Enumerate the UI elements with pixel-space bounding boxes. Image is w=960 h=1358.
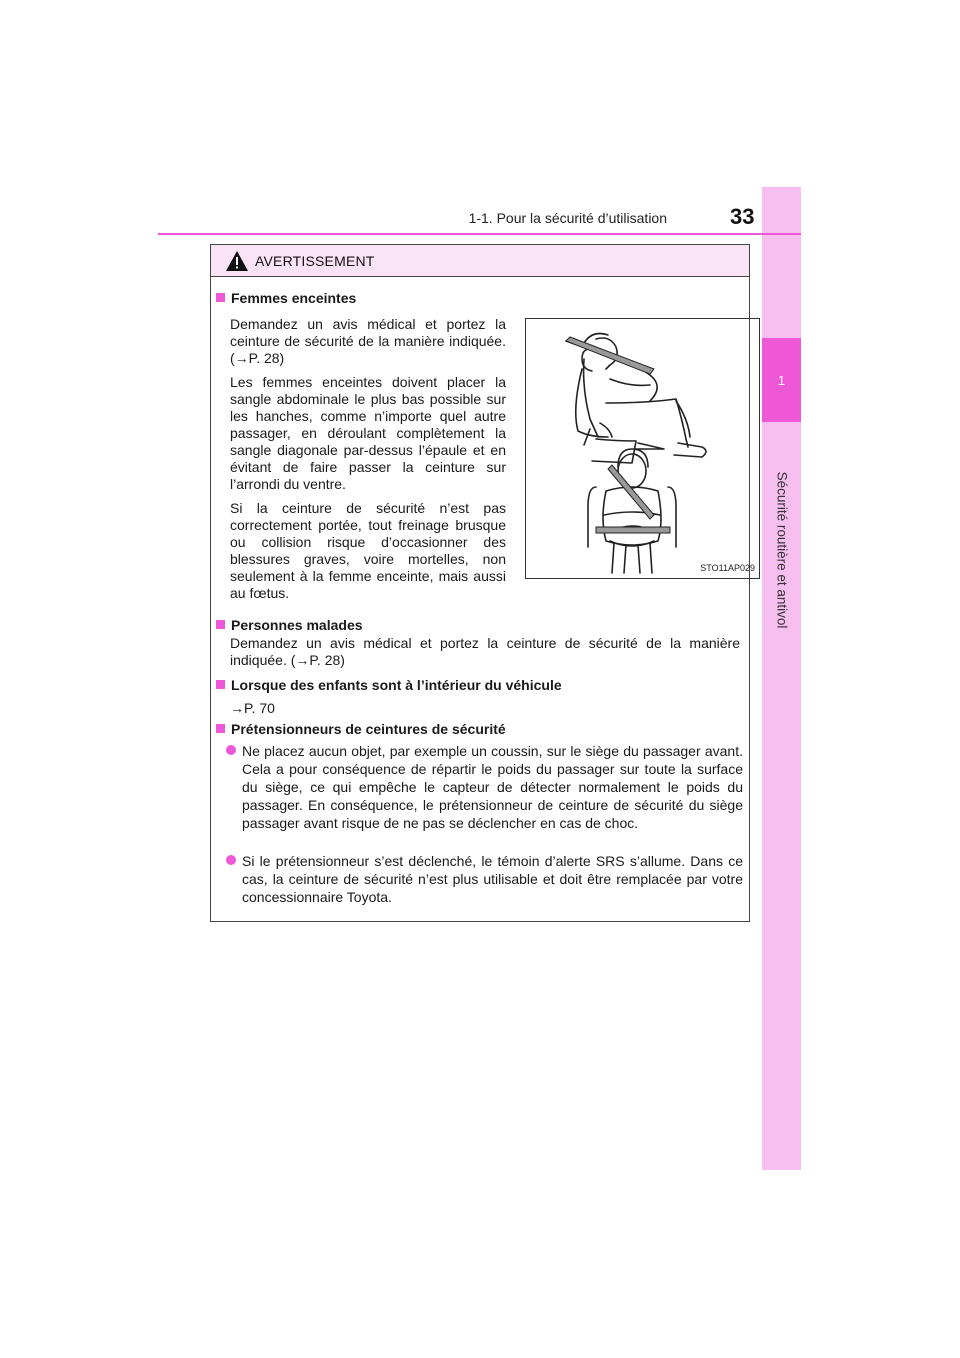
chapter-number: 1 <box>777 373 786 388</box>
malades-para: Demandez un avis médical et portez la ceinture de sécurité de la manière indiquée. (→P. 28) <box>230 635 740 668</box>
heading-pretension: Prétensionneurs de ceintures de sécurité <box>216 721 506 738</box>
chapter-title: Sécurité routière et antivol <box>774 471 789 629</box>
page-number: 33 <box>730 204 755 229</box>
warning-title: AVERTISSEMENT <box>255 252 375 269</box>
square-bullet-icon <box>216 293 225 302</box>
warning-header <box>211 245 749 277</box>
chapter-title-wrap <box>762 440 801 660</box>
square-bullet-icon <box>216 724 225 733</box>
chapter-side-tab <box>762 187 801 1170</box>
warning-icon <box>225 250 249 272</box>
square-bullet-icon <box>216 680 225 689</box>
femmes-para-2: Les femmes enceintes doivent placer la sangle abdominale le plus bas possible sur les hanches, comme n’importe quel autre passager, en déroulant complètement la sangle diagonale par-dessus l’épaule et en évitant de faire passer la ceinture sur l’arrondi du ventre. <box>230 374 506 492</box>
round-bullet-icon <box>226 855 236 865</box>
round-bullet-icon <box>226 745 236 755</box>
seatbelt-illustration <box>525 318 760 579</box>
enfants-para: →P. 70 <box>230 700 275 716</box>
figure-code: STO11AP029 <box>700 563 755 573</box>
header-rule <box>158 233 801 235</box>
square-bullet-icon <box>216 620 225 629</box>
pretension-bullet-2: Si le prétensionneur s’est déclenché, le témoin d’alerte SRS s’allume. Dans ce cas, la ceinture de sécurité n’est plus utilisable et doit être remplacée par votre concessionnaire Toyota. <box>242 853 743 905</box>
femmes-para-3: Si la ceinture de sécurité n’est pas correctement portée, tout freinage brusque ou collision risque d’occasionner des blessures graves, voire mortelles, non seulement à la femme enceinte, mais aussi au fœtus. <box>230 500 506 601</box>
heading-femmes: Femmes enceintes <box>216 290 356 307</box>
section-title: 1-1. Pour la sécurité d’utilisation <box>468 210 667 226</box>
pretension-bullet-1: Ne placez aucun objet, par exemple un coussin, sur le siège du passager avant. Cela a pour conséquence de répartir le poids du passager sur toute la surface du siège, ce qui empêche le capteur de détecter normalement le poids du passager. En conséquence, le prétensionneur de ceinture de sécurité du siège passager avant risque de ne pas se déclencher en cas de choc. <box>242 743 743 831</box>
heading-enfants: Lorsque des enfants sont à l’intérieur du véhicule <box>216 677 562 694</box>
femmes-para-1: Demandez un avis médical et portez la ceinture de sécurité de la manière indiquée. (→P. 28) <box>230 316 506 366</box>
heading-malades: Personnes malades <box>216 617 363 634</box>
pregnant-passenger-illustration <box>526 319 759 578</box>
